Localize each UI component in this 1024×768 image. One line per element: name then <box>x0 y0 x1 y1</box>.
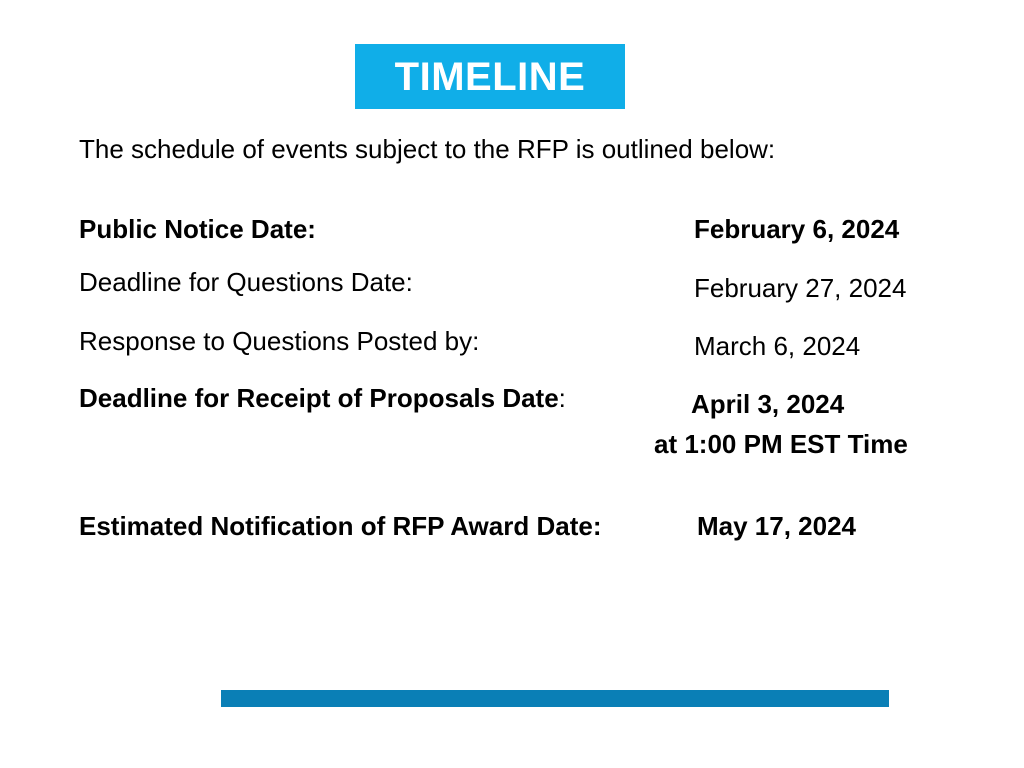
response-posted-label: Response to Questions Posted by: <box>79 326 480 356</box>
public-notice-label: Public Notice Date: <box>79 214 316 244</box>
footer-bar <box>221 690 889 707</box>
questions-deadline-value: February 27, 2024 <box>694 273 907 303</box>
proposals-deadline-colon: : <box>558 383 566 413</box>
proposals-deadline-time: at 1:00 PM EST Time <box>654 429 908 459</box>
intro-text: The schedule of events subject to the RFP is outlined below: <box>79 134 776 164</box>
public-notice-value: February 6, 2024 <box>694 214 900 244</box>
proposals-deadline-value: April 3, 2024 <box>691 389 845 419</box>
page-title: TIMELINE <box>394 54 586 99</box>
award-notification-value: May 17, 2024 <box>697 511 857 541</box>
proposals-deadline-label-wrap <box>79 384 566 414</box>
proposals-deadline-label: Deadline for Receipt of Proposals Date <box>79 383 559 413</box>
response-posted-value: March 6, 2024 <box>694 331 861 361</box>
questions-deadline-label: Deadline for Questions Date: <box>79 267 413 297</box>
award-notification-label: Estimated Notification of RFP Award Date: <box>79 511 602 541</box>
title-banner <box>355 44 625 109</box>
